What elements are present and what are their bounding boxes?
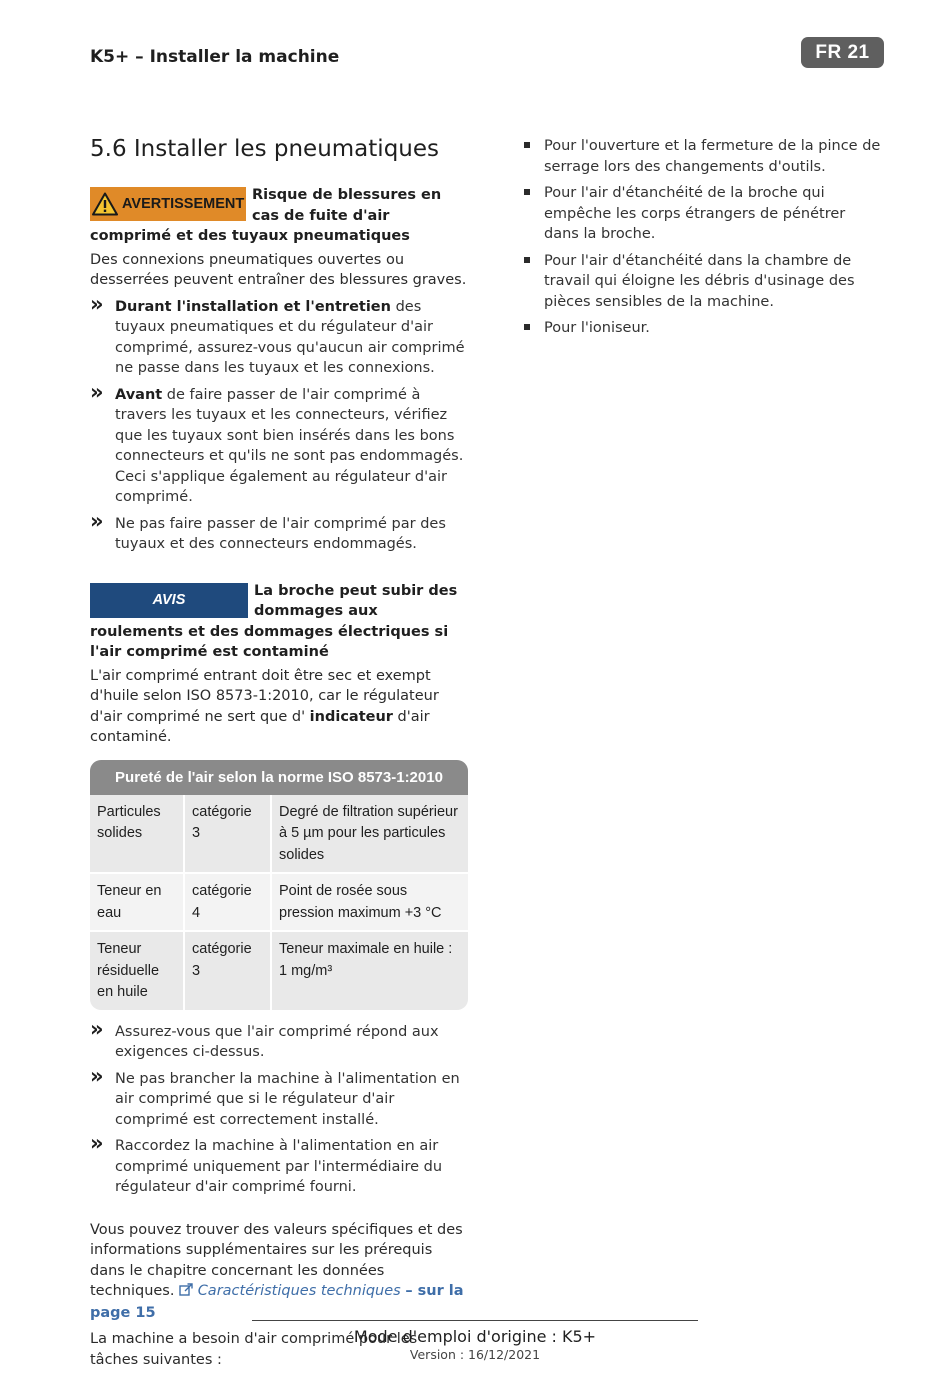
right-column xyxy=(522,136,884,345)
task-item: Pour l'air d'étanchéité dans la chambre de travail qui éloigne les débris d'usinage des pièces sensibles de la machine. xyxy=(522,251,884,313)
table-row xyxy=(90,795,468,874)
air-purity-table xyxy=(90,760,468,1010)
warning-instruction xyxy=(90,508,470,555)
chevron-double-right-icon: » xyxy=(90,508,104,533)
chevron-double-right-icon: » xyxy=(90,291,104,316)
air-requirement-list xyxy=(90,1016,470,1198)
warning-instruction xyxy=(90,379,470,508)
tasks-intro: La machine a besoin d'air comprimé pour les tâches suivantes : xyxy=(90,1331,418,1368)
warning-instruction xyxy=(90,291,470,379)
list-item-text: des tuyaux pneumatiques et du régulateur d'air comprimé, assurez-vous qu'aucun air comprimé ne passe dans les tuyaux et les connexions. xyxy=(115,298,465,376)
warning-label-text: AVERTISSEMENT xyxy=(122,195,245,212)
avis-title: La broche peut subir des dommages aux roulements et des dommages électriques si l'air comprimé est contaminé xyxy=(90,582,458,660)
table-cell-category: catégorie 4 xyxy=(184,873,271,931)
chevron-double-right-icon: » xyxy=(90,1016,104,1041)
info-paragraph xyxy=(90,1220,470,1324)
footer-rule xyxy=(252,1320,698,1321)
external-link-icon xyxy=(179,1282,193,1303)
list-item-emphasis: Avant xyxy=(115,386,163,403)
warning-triangle-icon xyxy=(92,192,118,216)
table-cell-category: catégorie 3 xyxy=(184,795,271,874)
tech-specs-link[interactable]: Caractéristiques techniques xyxy=(197,1283,401,1299)
list-item-text: Raccordez la machine à l'alimentation en air comprimé uniquement par l'intermédiaire du régulateur d'air comprimé fourni. xyxy=(115,1138,443,1195)
table-cell-property: Particules solides xyxy=(90,795,184,874)
task-item: Pour l'ouverture et la fermeture de la pince de serrage lors des changements d'outils. xyxy=(522,136,884,177)
table-row xyxy=(90,873,468,931)
air-purity-table-title: Pureté de l'air selon la norme ISO 8573-1:2010 xyxy=(90,760,468,795)
warning-label xyxy=(90,187,246,221)
warning-instruction-list xyxy=(90,291,470,555)
avis-body-bold: indicateur xyxy=(309,708,393,725)
list-item-text: Ne pas faire passer de l'air comprimé par des tuyaux et des connecteurs endommagés. xyxy=(115,515,446,552)
avis-notice xyxy=(90,581,470,663)
avis-body-start: L'air comprimé entrant doit être sec et exempt d'huile selon ISO 8573-1:2010, car le régulateur d'air comprimé ne sert que d' xyxy=(90,667,439,725)
tech-specs-page-link[interactable]: – sur la page 15 xyxy=(90,1283,464,1321)
table-cell-property: Teneur résiduelle en huile xyxy=(90,931,184,1010)
footer-version: Version : 16/12/2021 xyxy=(409,1347,541,1362)
running-header: K5+ – Installer la machine xyxy=(90,47,340,67)
table-cell-property: Teneur en eau xyxy=(90,873,184,931)
list-item-text: Ne pas brancher la machine à l'alimentation en air comprimé que si le régulateur d'air comprimé est correctement installé. xyxy=(115,1070,460,1128)
left-column xyxy=(90,132,470,1376)
list-item-text: Assurez-vous que l'air comprimé répond aux exigences ci-dessus. xyxy=(115,1023,439,1060)
air-requirement-item xyxy=(90,1063,470,1131)
chevron-double-right-icon: » xyxy=(90,1063,104,1088)
table-cell-value: Teneur maximale en huile : 1 mg/m³ xyxy=(271,931,468,1010)
avis-label: AVIS xyxy=(90,583,248,618)
warning-body: Des connexions pneumatiques ouvertes ou desserrées peuvent entraîner des blessures graves. xyxy=(90,251,467,288)
table-row xyxy=(90,931,468,1010)
footer-title: Mode d'emploi d'origine : K5+ xyxy=(353,1327,597,1346)
table-cell-value: Degré de filtration supérieur à 5 µm pour les particules solides xyxy=(271,795,468,874)
avis-body xyxy=(90,666,470,748)
page-number-badge: FR 21 xyxy=(801,37,884,68)
air-requirement-item xyxy=(90,1131,470,1198)
chevron-double-right-icon: » xyxy=(90,379,104,404)
section-title: 5.6 Installer les pneumatiques xyxy=(90,136,439,162)
info-text: Vous pouvez trouver des valeurs spécifiques et des informations supplémentaires sur les prérequis dans le chapitre concernant les données techniques. xyxy=(90,1221,463,1299)
avis-body-end: d'air contaminé. xyxy=(90,708,430,745)
list-item-emphasis: Durant l'installation et l'entretien xyxy=(115,298,391,315)
table-cell-category: catégorie 3 xyxy=(184,931,271,1010)
task-item: Pour l'air d'étanchéité de la broche qui empêche les corps étrangers de pénétrer dans la broche. xyxy=(522,183,884,245)
compressed-air-task-list xyxy=(522,136,884,339)
task-item: Pour l'ioniseur. xyxy=(522,318,884,339)
list-item-text: de faire passer de l'air comprimé à travers les tuyaux et les connecteurs, vérifiez que les tuyaux sont bien insérés dans les bons connecteurs et qu'ils ne sont pas endommagés. Ceci s'applique également au régulateur d'air comprimé. xyxy=(115,386,464,505)
table-cell-value: Point de rosée sous pression maximum +3 °C xyxy=(271,873,468,931)
air-requirement-item xyxy=(90,1016,470,1063)
chevron-double-right-icon: » xyxy=(90,1131,104,1155)
warning-title: Risque de blessures en cas de fuite d'air comprimé et des tuyaux pneumatiques xyxy=(90,187,442,244)
warning-notice xyxy=(90,185,470,247)
